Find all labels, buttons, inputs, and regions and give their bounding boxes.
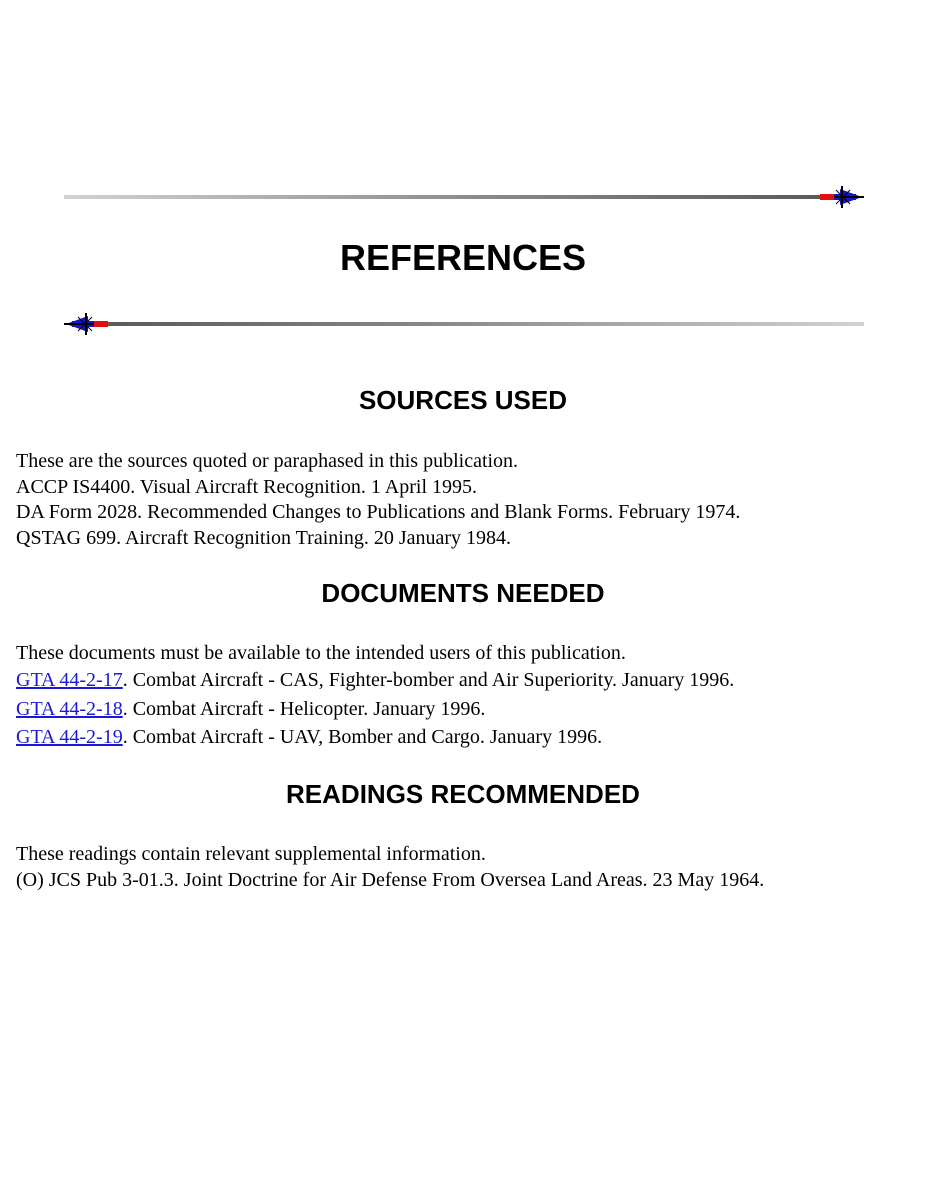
readings-recommended-list [16,841,916,893]
documents-needed-intro: These documents must be available to the intended users of this publication. [16,642,626,664]
aircraft-left-icon [64,313,108,335]
readings-recommended-heading: READINGS RECOMMENDED [286,779,640,809]
gta-44-2-19-link[interactable]: GTA 44-2-19 [16,726,123,748]
document-item-text: . Combat Aircraft - UAV, Bomber and Cargo. January 1996. [122,726,603,748]
page-title: REFERENCES [339,237,587,278]
divider-line [64,195,824,199]
gta-44-2-17-link[interactable]: GTA 44-2-17 [16,669,123,691]
document-item [16,695,916,724]
document-item-text: . Combat Aircraft - CAS, Fighter-bomber and Air Superiority. January 1996. [122,669,735,691]
documents-needed-heading: DOCUMENTS NEEDED [321,578,605,608]
source-item: QSTAG 699. Aircraft Recognition Training. 20 January 1984. [16,526,512,549]
document-item-text: . Combat Aircraft - Helicopter. January 1996. [122,697,486,720]
documents-needed-list [16,640,916,752]
source-item: ACCP IS4400. Visual Aircraft Recognition. 1 April 1995. [16,475,478,498]
document-item [16,666,916,695]
sources-used-heading: SOURCES USED [358,385,568,415]
divider-line [100,322,864,326]
source-item: DA Form 2028. Recommended Changes to Publications and Blank Forms. February 1974. [16,501,741,523]
document-item [16,723,916,752]
sources-used-list [16,449,916,551]
aircraft-right-icon [820,186,864,208]
readings-recommended-intro: These readings contain relevant supplemental information. [16,843,486,865]
bottom-divider [64,312,864,336]
top-divider [64,185,864,209]
reading-item: (O) JCS Pub 3-01.3. Joint Doctrine for Air Defense From Oversea Land Areas. 23 May 1964. [16,869,765,891]
sources-used-intro: These are the sources quoted or paraphased in this publication. [16,450,519,472]
gta-44-2-18-link[interactable]: GTA 44-2-18 [16,697,123,720]
